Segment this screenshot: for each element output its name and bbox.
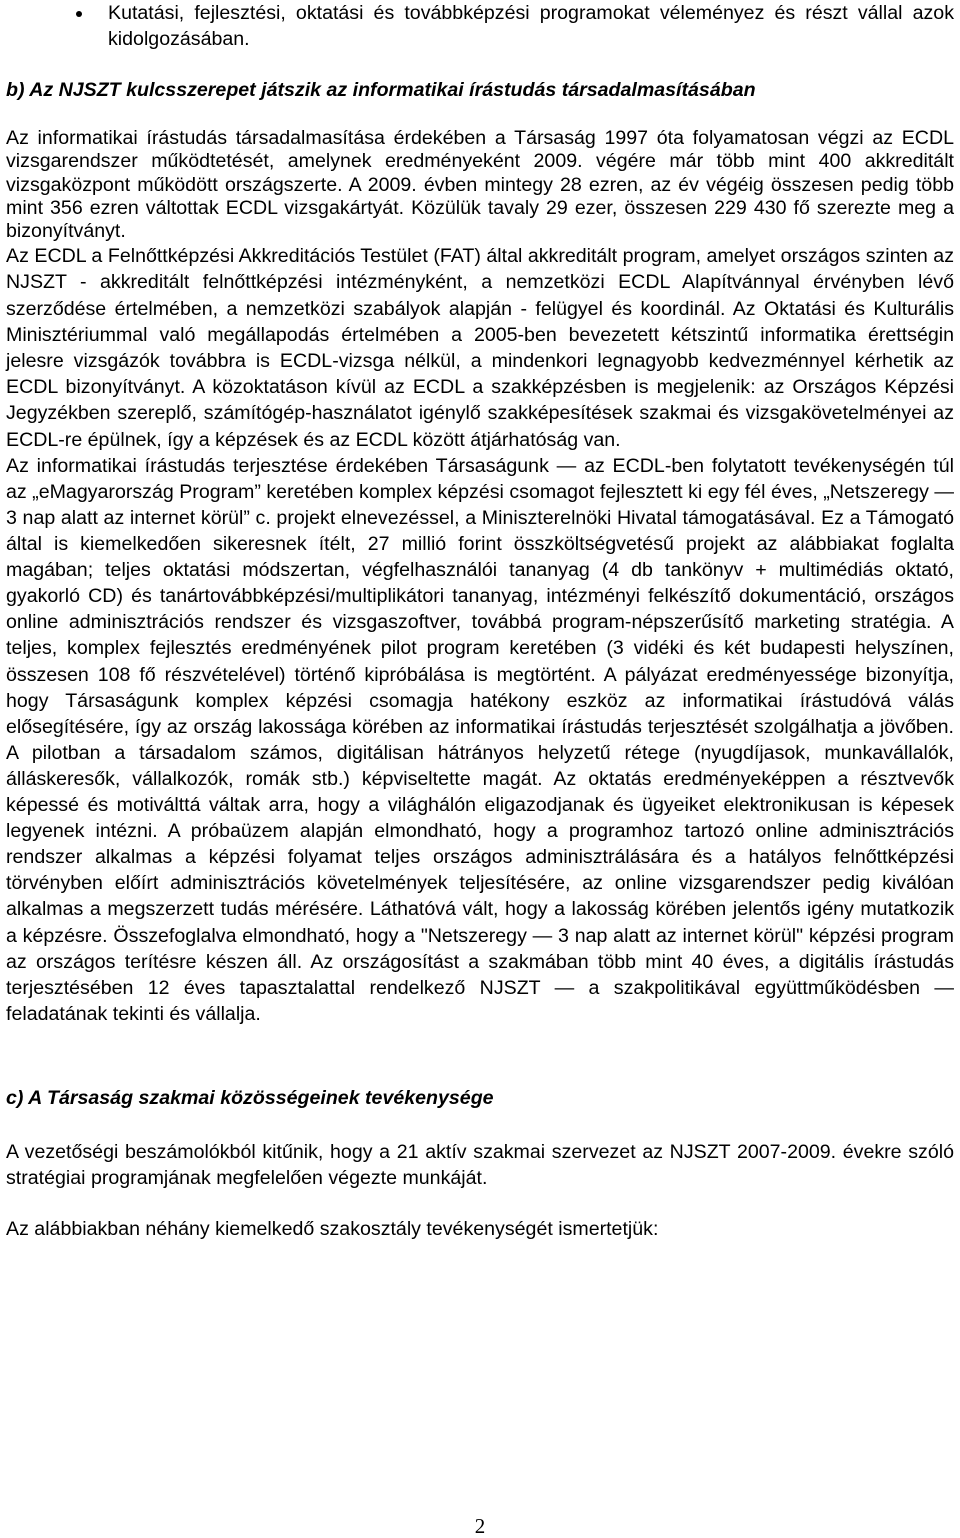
section-b-paragraph-2: Az ECDL a Felnőttképzési Akkreditációs Testület (FAT) által akkreditált program, amelyet országos szinten az NJSZT - akkreditált felnőttképzési intézményként, a nemzetközi ECDL Alapítvánnyal érvényben lévő szerződése értelmében, a nemzetközi szabályok alapján - felügyel és koordinál. Az Oktatási és Kulturális Minisztériummal való megállapodás értelmében a 2005-ben bevezetett kétszintű informatika érettségin jelesre vizsgázók továbbra is ECDL-vizsga nélkül, a mindenkori legnagyobb kedvezménnyel kérhetik az ECDL bizonyítványt. A közoktatáson kívül az ECDL a szakképzésben is megjelenik: az Országos Képzési Jegyzékben szereplő, számítógép-használatot igénylő szakképesítések szakmai és vizsgakövetelményei az ECDL-re épülnek, így a képzések és az ECDL között átjárhatóság van.: [6, 245, 954, 451]
bullet-text: Kutatási, fejlesztési, oktatási és továbbképzési programokat véleményez és részt vállal azok kidolgozásában.: [108, 2, 954, 50]
section-c-paragraph-1: A vezetőségi beszámolókból kitűnik, hogy a 21 aktív szakmai szervezet az NJSZT 2007-2009. évekre szóló stratégiai programjának megfelelően végezte munkáját.: [6, 1140, 954, 1189]
document-page: [6, 0, 954, 1242]
bullet-dot-icon: [76, 11, 82, 17]
page-number: 2: [474, 1514, 486, 1538]
bullet-list-item: [6, 1, 954, 52]
section-b-paragraph-3: Az informatikai írástudás terjesztése érdekében Társaságunk — az ECDL-ben folytatott tevékenységén túl az „eMagyarország Program” keretében komplex képzési csomagot fejlesztett ki egy fél éves, „Netszeregy — 3 nap alatt az internet körül” c. projekt elnevezéssel, a Miniszterelnöki Hivatal támogatásával. Ez a Támogató által is kiemelkedően sikeresnek ítélt, 27 millió forint összköltségvetésű projekt az alábbiakat foglalta magában; teljes oktatási módszertan, végfelhasználói tananyag (4 db tankönyv + multimédiás oktató, gyakorló CD) és tanártovábbképzési/multiplikátori tananyag, intézményi felkészítő dokumentáció, országos online adminisztrációs rendszer és vizsgaszoftver, továbbá program-népszerűsítő marketing stratégia. A teljes, komplex fejlesztés eredményének pilot program keretében (3 vidéki és két budapesti helyszínen, összesen 108 fő részvételével) történő kipróbálása is megtörtént. A pályázat eredményessége bizonyítja, hogy Társaságunk komplex képzési csomagja hatékony eszköz az informatikai írástudóvá válás elősegítésére, így az ország lakossága körében az informatikai írástudás terjesztését szolgálhatja a jövőben. A pilotban a társadalom számos, digitálisan hátrányos helyzetű rétege (nyugdíjasok, munkavállalók, álláskeresők, vállalkozók, romák stb.) képviseltette magát. Az oktatás eredményeképpen a résztvevők képessé és motiválttá váltak arra, hogy a világhálón eligazodjanak és ügyeiket elektronikusan is képesek legyenek intézni. A próbaüzem alapján elmondható, hogy a programhoz tartozó online adminisztrációs rendszer alkalmas a képzési folyamat teljes országos adminisztrálására és a hatályos felnőttképzési törvényben előírt adminisztrációs követelmények teljesítésére, az online vizsgarendszer pedig kiválóan alkalmas a megszerzett tudás mérésére. Láthatóvá vált, hogy a lakosság körében jelentős igény mutatkozik a képzésre. Összefoglalva elmondható, hogy a "Netszeregy — 3 nap alatt az internet körül" képzési program az országos terítésre készen áll. Az országosítást a szakmában több mint 40 éves, a digitális írástudás terjesztésében 12 éves tapasztalattal rendelkező NJSZT — a szakpolitikával együttműködésben — feladatának tekinti és vállalja.: [6, 454, 954, 1025]
section-b-paragraph-1: Az informatikai írástudás társadalmasítása érdekében a Társaság 1997 óta folyamatosan végzi az ECDL vizsgarendszer működtetését, amelynek eredményeként 2009. végére már több mint 400 akkreditált vizsgaközpont működött országszerte. A 2009. évben mintegy 28 ezren, az év végéig összesen pedig több mint 356 ezren váltottak ECDL vizsgakártyát. Közülük tavaly 29 ezer, összesen 229 430 fő szerezte meg a bizonyítványt.: [6, 127, 954, 242]
section-c-heading: c) A Társaság szakmai közösségeinek tevékenysége: [6, 1086, 494, 1109]
section-b-heading: b) Az NJSZT kulcsszerepet játszik az informatikai írástudás társadalmasításában: [6, 79, 756, 102]
section-c-paragraph-2: Az alábbiakban néhány kiemelkedő szakosztály tevékenységét ismertetjük:: [6, 1217, 659, 1240]
